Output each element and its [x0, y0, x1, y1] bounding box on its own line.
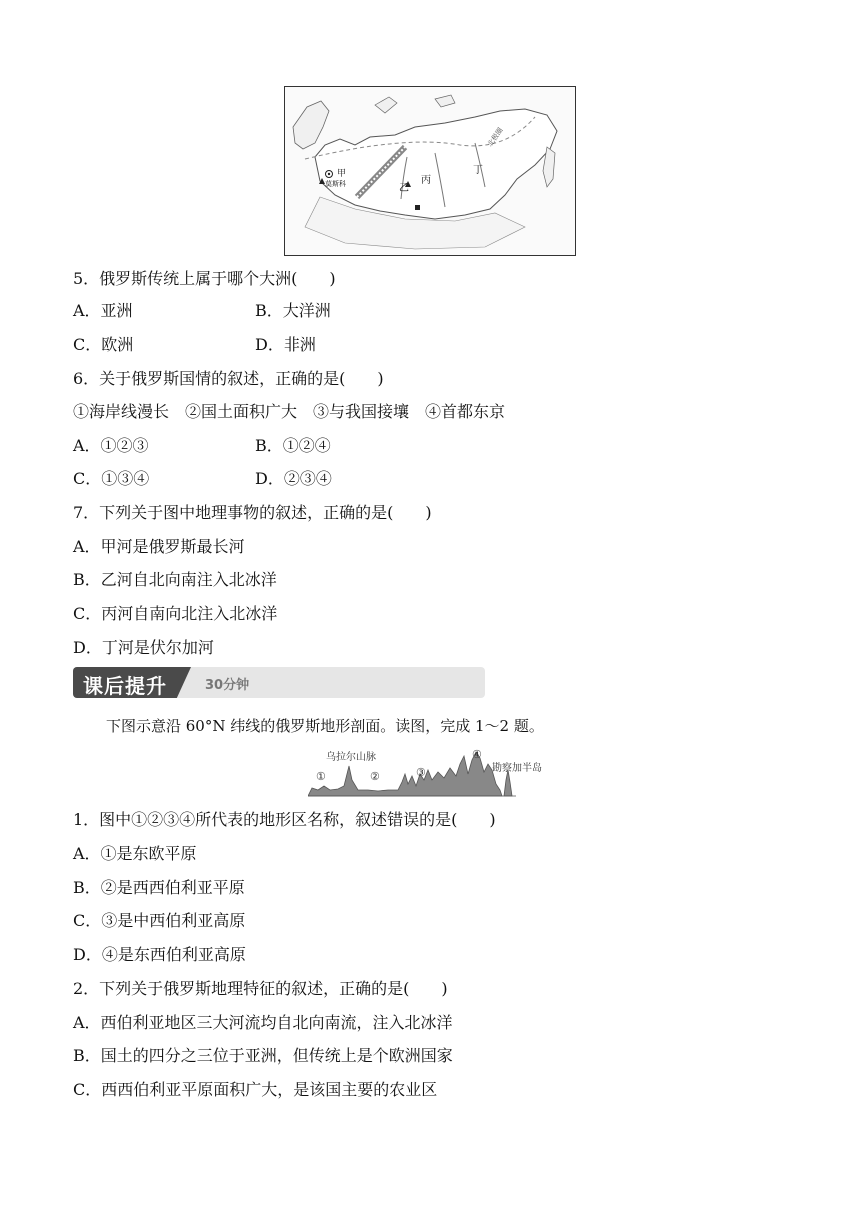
profile-marker-1: ① — [316, 770, 326, 783]
map-label-ding: 丁 — [473, 165, 483, 176]
q7-option-d[interactable]: D．丁河是伏尔加河 — [73, 638, 214, 657]
q7-option-c[interactable]: C．丙河自南向北注入北冰洋 — [73, 604, 278, 623]
map-label-bing: 丙 — [421, 175, 431, 186]
p2-option-a[interactable]: A．西伯利亚地区三大河流均自北向南流，注入北冰洋 — [73, 1013, 453, 1032]
map-label-moscow: 莫斯科 — [325, 180, 346, 188]
russia-map-svg — [285, 87, 575, 255]
p1-option-d[interactable]: D．④是东西伯利亚高原 — [73, 945, 246, 964]
p2-option-b[interactable]: B．国土的四分之三位于亚洲，但传统上是个欧洲国家 — [73, 1046, 453, 1065]
section-banner — [73, 667, 485, 698]
intro-text: 下图示意沿 60°N 纬线的俄罗斯地形剖面。读图，完成 1～2 题。 — [106, 717, 544, 735]
map-label-arctic-circle: 北极圈 — [486, 126, 505, 149]
q5-option-c[interactable]: C．欧洲 — [73, 335, 134, 354]
q5-option-a[interactable]: A．亚洲 — [73, 301, 133, 320]
q5-option-d[interactable]: D．非洲 — [255, 335, 316, 354]
q7-stem: 7．下列关于图中地理事物的叙述，正确的是( ) — [73, 503, 432, 522]
terrain-profile-svg — [308, 746, 551, 800]
profile-kamchatka-label: 勘察加半岛 — [492, 763, 542, 774]
section-title: 课后提升 — [83, 674, 167, 698]
p2-stem: 2．下列关于俄罗斯地理特征的叙述，正确的是( ) — [73, 979, 448, 998]
p1-option-a[interactable]: A．①是东欧平原 — [73, 844, 197, 863]
p1-stem: 1．图中①②③④所代表的地形区名称，叙述错误的是( ) — [73, 810, 496, 829]
profile-marker-4: ④ — [472, 748, 482, 761]
q6-option-d[interactable]: D．②③④ — [255, 469, 332, 488]
q6-option-a[interactable]: A．①②③ — [73, 436, 149, 455]
q6-stem: 6．关于俄罗斯国情的叙述，正确的是( ) — [73, 369, 384, 388]
q5-stem: 5．俄罗斯传统上属于哪个大洲( ) — [73, 269, 336, 288]
map-label-yi: 乙 — [399, 183, 409, 194]
q6-option-b[interactable]: B．①②④ — [255, 436, 331, 455]
profile-marker-2: ② — [370, 770, 380, 783]
q6-items: ①海岸线漫长 ②国土面积广大 ③与我国接壤 ④首都东京 — [73, 402, 506, 421]
terrain-profile — [308, 746, 551, 800]
profile-marker-3: ③ — [416, 766, 426, 779]
profile-ural-label: 乌拉尔山脉 — [326, 752, 376, 763]
p1-option-b[interactable]: B．②是西西伯利亚平原 — [73, 878, 245, 897]
q5-option-b[interactable]: B．大洋洲 — [255, 301, 331, 320]
p2-option-c[interactable]: C．西西伯利亚平原面积广大，是该国主要的农业区 — [73, 1080, 438, 1099]
q6-option-c[interactable]: C．①③④ — [73, 469, 150, 488]
q7-option-b[interactable]: B．乙河自北向南注入北冰洋 — [73, 570, 277, 589]
section-time: 30分钟 — [205, 678, 250, 693]
russia-map — [284, 86, 576, 256]
q7-option-a[interactable]: A．甲河是俄罗斯最长河 — [73, 537, 245, 556]
map-label-jia: 甲 — [337, 169, 347, 179]
p1-option-c[interactable]: C．③是中西伯利亚高原 — [73, 911, 246, 930]
